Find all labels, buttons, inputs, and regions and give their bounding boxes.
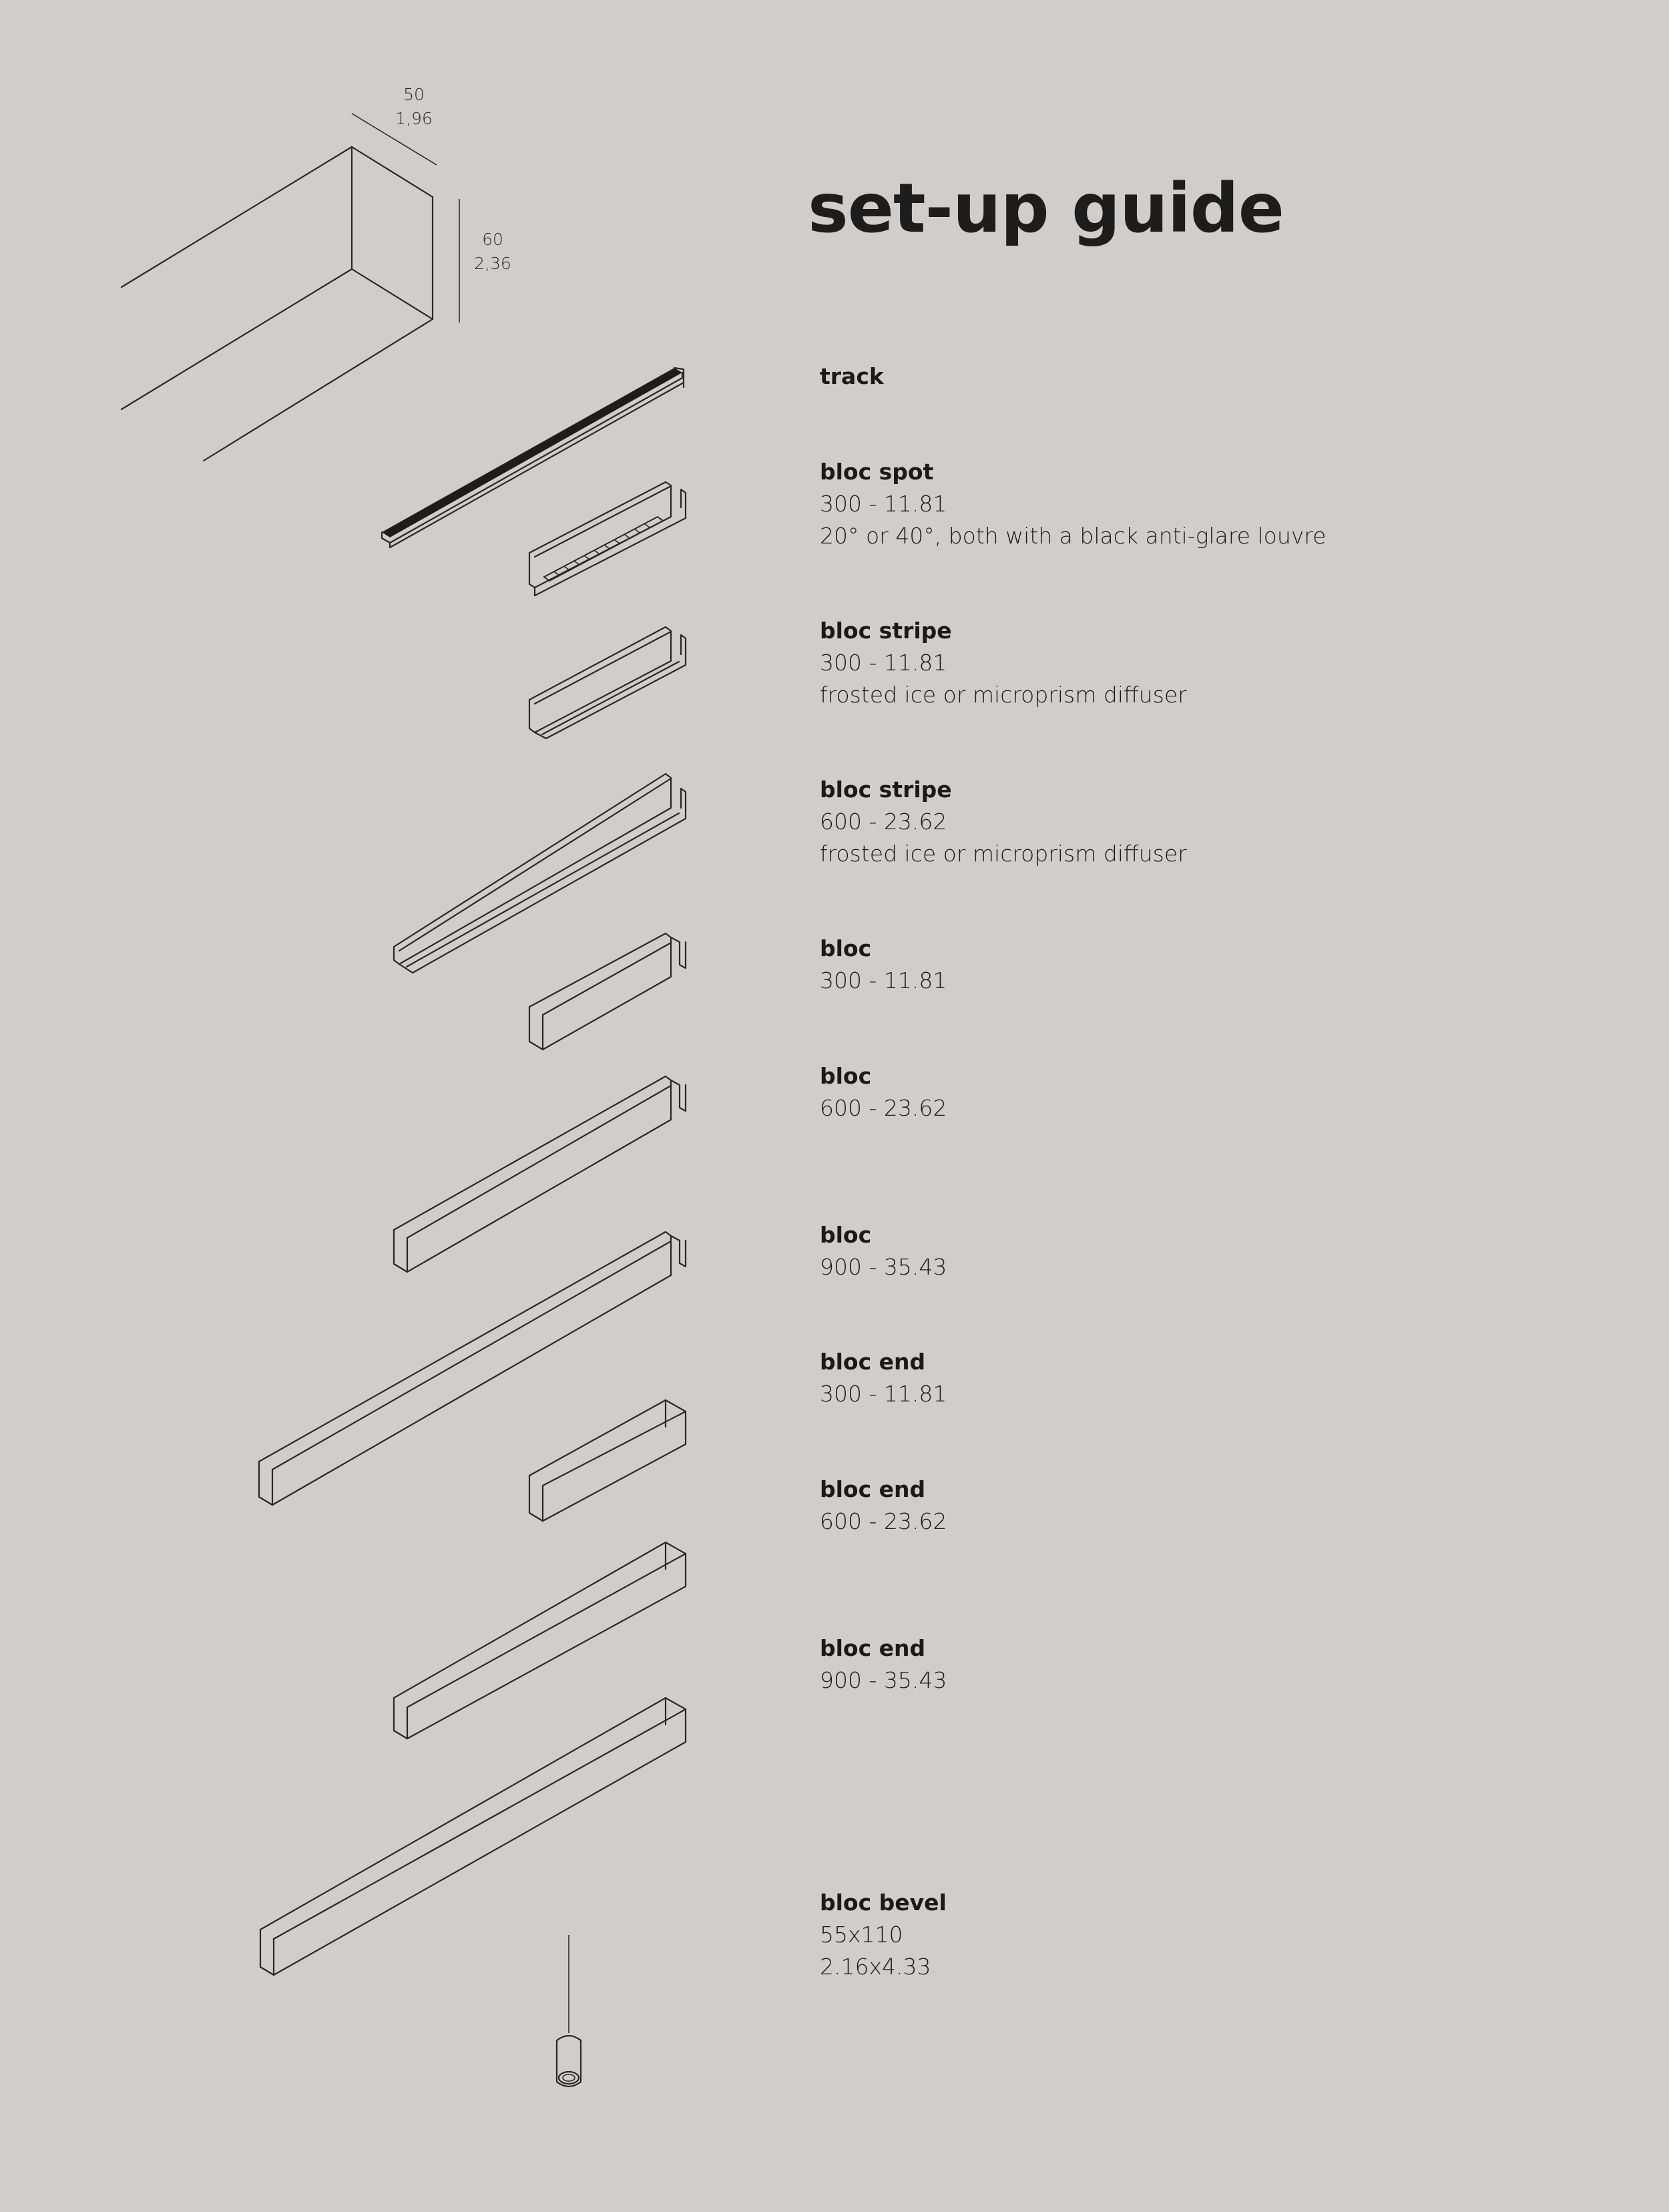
item-name: bloc spot: [820, 459, 934, 485]
item-name: bloc stripe: [820, 618, 952, 644]
item-name: bloc bevel: [820, 1890, 947, 1916]
item-bloc-stripe-300: [820, 615, 1187, 711]
item-name: bloc: [820, 1222, 872, 1248]
height-dimension-label: [453, 228, 533, 276]
item-size: 600 - 23.62: [820, 809, 947, 835]
item-name: bloc end: [820, 1476, 926, 1502]
item-size: 600 - 23.62: [820, 1508, 947, 1534]
bloc-end-600-drawing: [394, 1542, 686, 1739]
bloc-stripe-300-drawing: [529, 627, 686, 738]
item-bloc-900: [820, 1219, 947, 1283]
item-size: 900 - 35.43: [820, 1254, 947, 1280]
bloc-end-300-drawing: [529, 1400, 686, 1521]
item-size-inches: 2.16x4.33: [820, 1954, 931, 1980]
bloc-end-900-drawing: [260, 1698, 686, 1975]
page-title: set-up guide: [808, 169, 1284, 248]
item-detail: 20° or 40°, both with a black anti-glare louvre: [820, 523, 1327, 549]
width-mm: 50: [403, 85, 425, 104]
profile-section-drawing: [122, 114, 459, 461]
bloc-900-drawing: [259, 1232, 686, 1505]
item-bloc-end-600: [820, 1474, 947, 1538]
bloc-600-drawing: [394, 1076, 686, 1272]
bloc-stripe-600-drawing: [394, 774, 686, 973]
height-mm: 60: [482, 230, 503, 249]
item-detail: frosted ice or microprism diffuser: [820, 841, 1187, 867]
item-bloc-300: [820, 933, 947, 997]
item-size: 600 - 23.62: [820, 1095, 947, 1121]
width-dimension-label: [374, 83, 454, 131]
item-bloc-stripe-600: [820, 774, 1187, 870]
item-name: track: [820, 363, 884, 389]
item-size: 300 - 11.81: [820, 650, 947, 676]
item-size-mm: 55x110: [820, 1922, 903, 1948]
item-name: bloc end: [820, 1349, 926, 1375]
height-inches: 2,36: [474, 254, 511, 273]
item-detail: frosted ice or microprism diffuser: [820, 682, 1187, 708]
item-bloc-end-900: [820, 1632, 947, 1697]
bloc-bevel-drawing: [557, 1935, 581, 2086]
item-track: [820, 361, 884, 393]
item-name: bloc: [820, 1063, 872, 1089]
item-name: bloc stripe: [820, 777, 952, 803]
item-size: 900 - 35.43: [820, 1667, 947, 1693]
width-inches: 1,96: [395, 109, 433, 128]
item-size: 300 - 11.81: [820, 491, 947, 517]
item-size: 300 - 11.81: [820, 1381, 947, 1407]
bloc-spot-drawing: [529, 482, 686, 596]
track-drawing: [382, 368, 684, 547]
item-bloc-spot: [820, 456, 1326, 552]
item-bloc-end-300: [820, 1346, 947, 1410]
item-bloc-bevel: [820, 1887, 947, 1983]
item-size: 300 - 11.81: [820, 967, 947, 993]
item-name: bloc end: [820, 1635, 926, 1661]
item-bloc-600: [820, 1060, 947, 1124]
item-name: bloc: [820, 935, 872, 961]
bloc-300-drawing: [529, 933, 686, 1050]
